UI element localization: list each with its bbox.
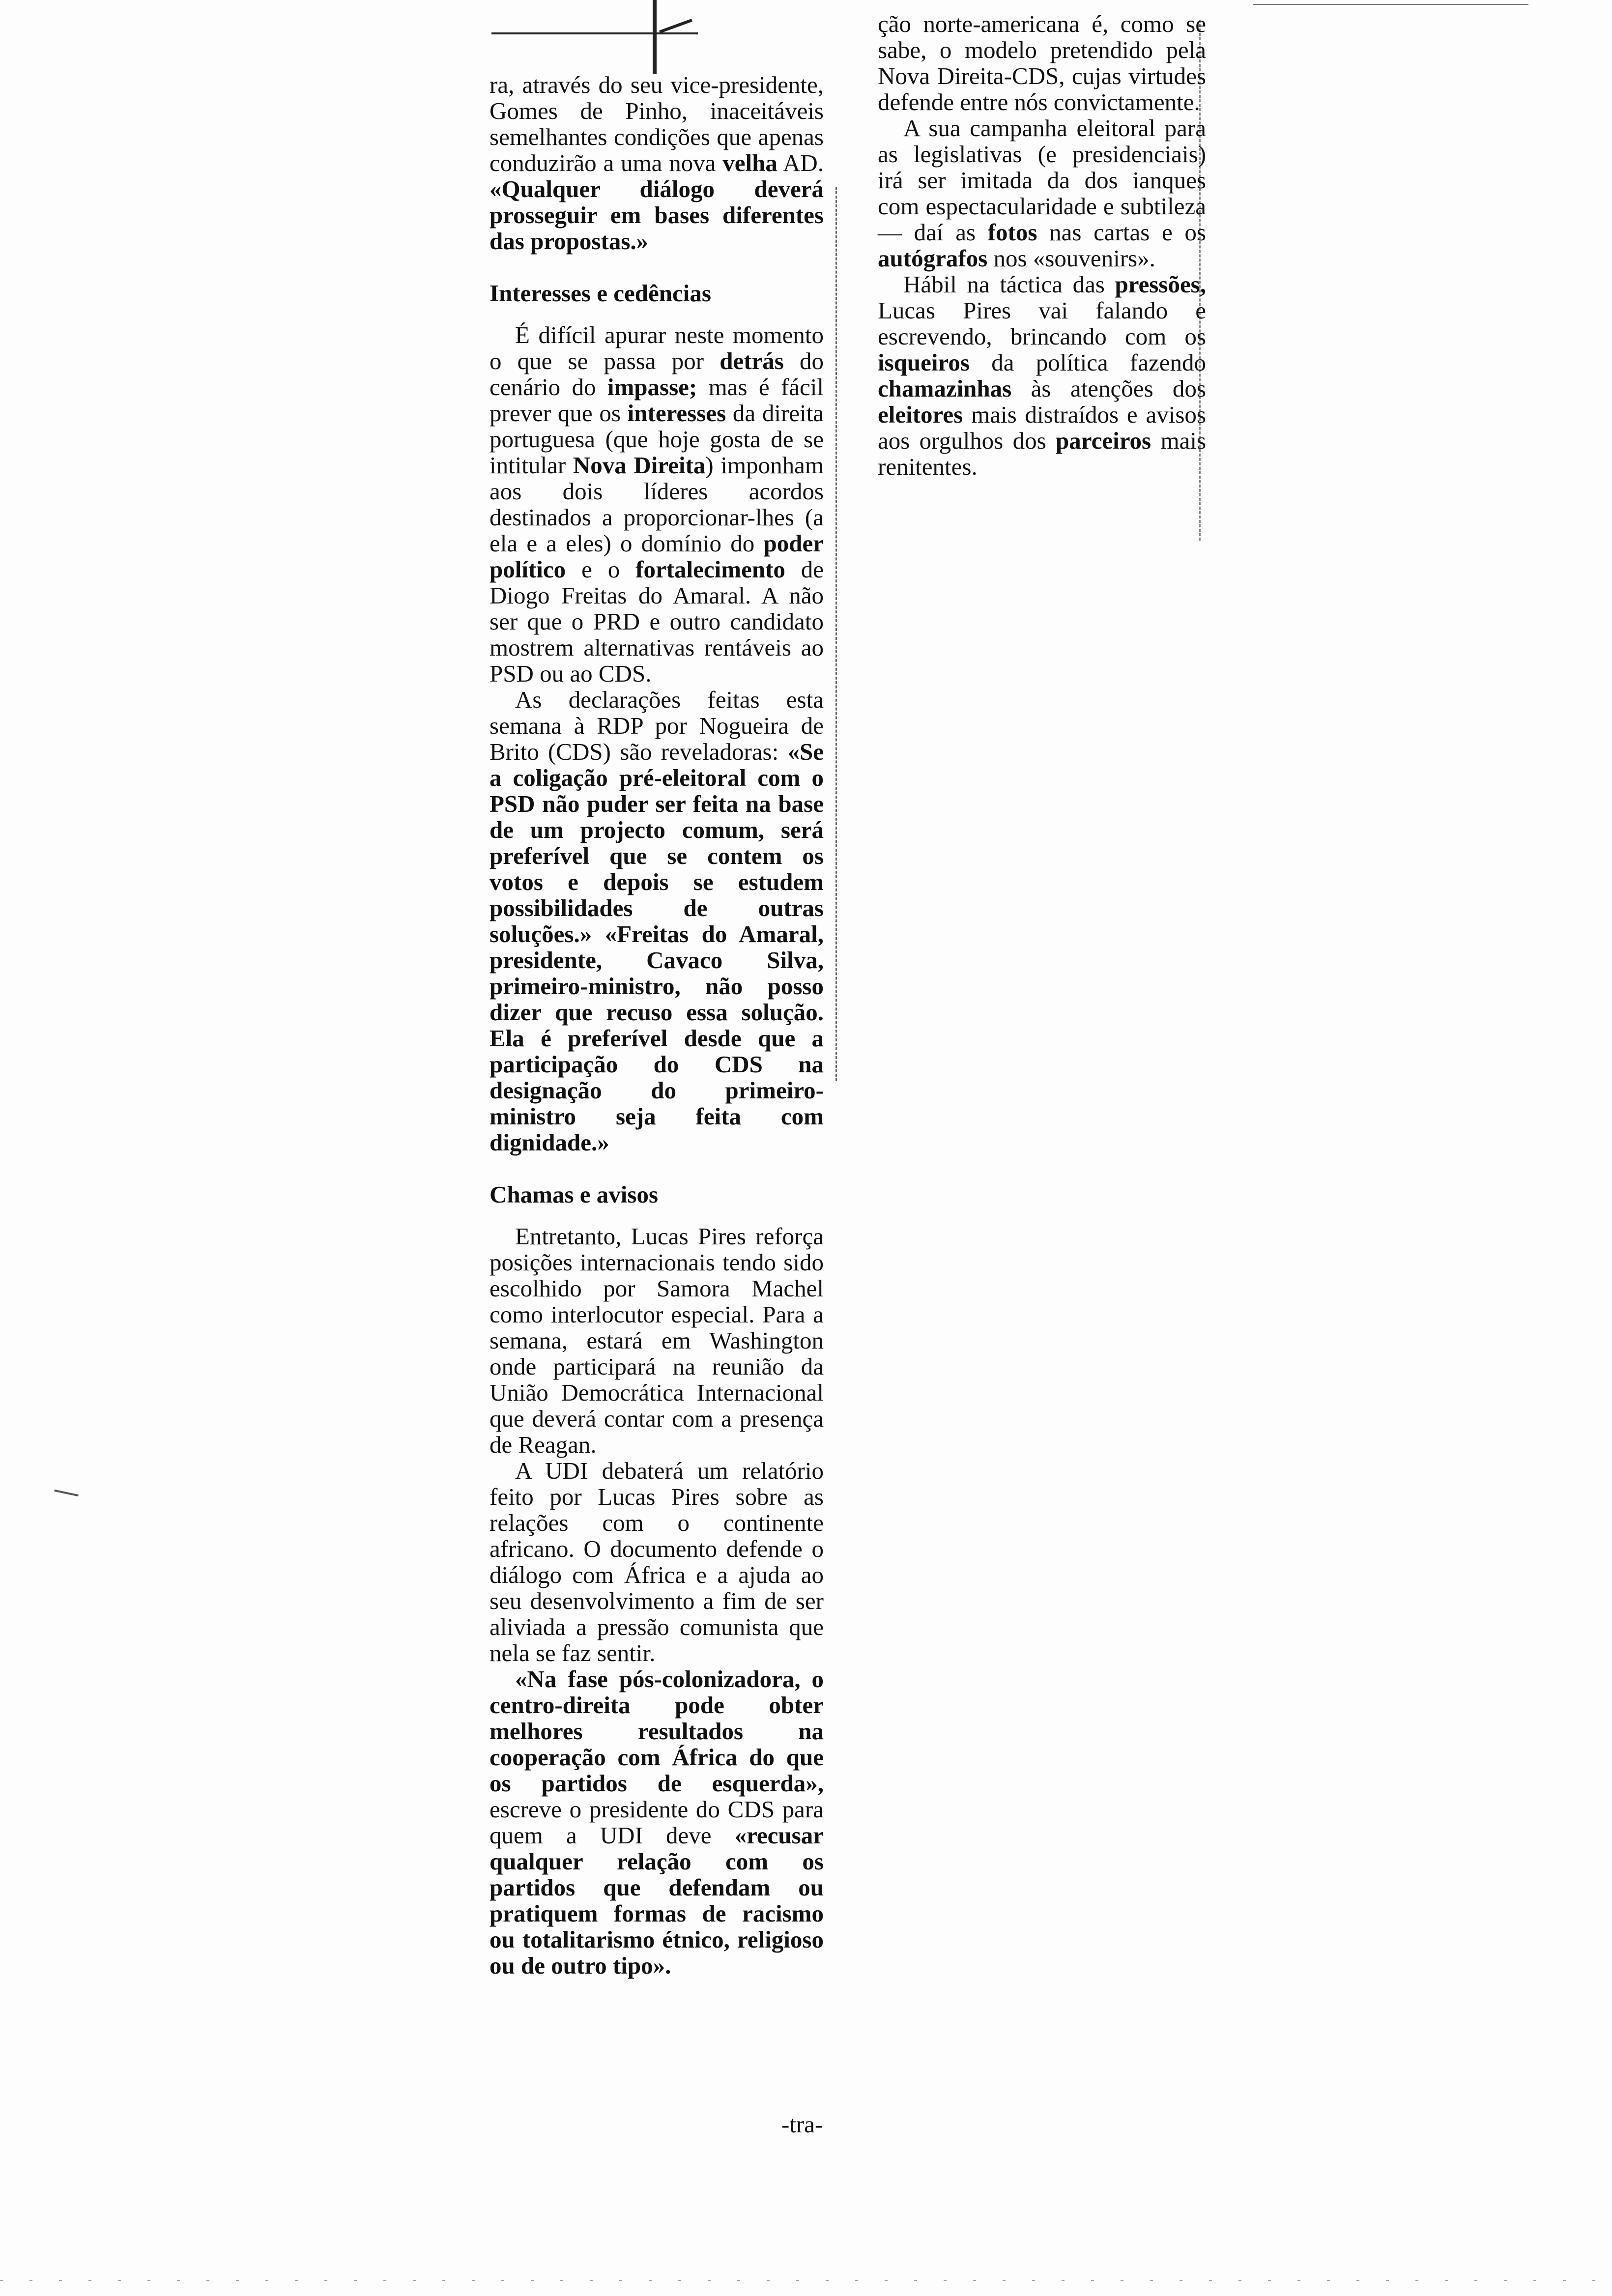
text: É difícil apurar neste momento o que se passa por: [489, 321, 824, 374]
bold-text: chamazinhas: [878, 375, 1012, 402]
paragraph-modelo: ção norte-americana é, como se sabe, o modelo pretendido pela Nova Direita-CDS, cujas virtudes defende entre nós convictamente.: [878, 10, 1206, 115]
paragraph-interesses: [489, 322, 824, 687]
bold-text: detrás: [720, 347, 784, 374]
paragraph-udi: A UDI debaterá um relatório feito por Lucas Pires sobre as relações com o continente africano. O documento defende o diálogo com África e a ajuda ao seu desenvolvimento a fim de ser aliviada a pressão comunista que nela se faz sentir.: [489, 1457, 824, 1666]
bold-text: autógrafos: [878, 245, 988, 272]
bold-text: Nova Direita: [573, 452, 706, 479]
handwritten-mark: [653, 0, 657, 74]
paragraph-entretanto: Entretanto, Lucas Pires reforça posições internacionais tendo sido escolhido por Samora Machel como interlocutor especial. Para a semana, estará em Washington onde participará na reunião da União Democrática Internacional que deverá contar com a presença de Reagan.: [489, 1223, 824, 1458]
bold-text: parceiros: [1055, 427, 1151, 454]
bold-text: eleitores: [878, 401, 963, 428]
paragraph-habil: [878, 271, 1206, 480]
section-heading-chamas: Chamas e avisos: [489, 1181, 659, 1208]
intro-text: ra, através do seu vice-presidente, Gomes de Pinho, inaceitáveis semelhantes condições que apenas conduzirão a uma nova: [489, 71, 824, 176]
text: mas é fácil prever que os: [489, 373, 824, 427]
paragraph-citation: [489, 1666, 824, 1979]
continued-marker: -tra-: [781, 2111, 823, 2138]
text: As declarações feitas esta semana à RDP por Nogueira de Brito (CDS) são reveladoras:: [489, 686, 824, 765]
quote-bold: «Se a coligação pré-eleitoral com o PSD não puder ser feita na base de um projecto comum, será preferível que se contem os votos e depois se estudem possibilidades de outras soluções.» «Freitas do Amaral, presidente, Cavaco Silva, primeiro-ministro, não posso dizer que recuso essa solução. Ela é preferível desde que a participação do CDS na designação do primeiro-ministro seja feita com dignidade.»: [489, 738, 824, 1156]
text: da política fazendo: [991, 349, 1206, 376]
bold-text: pressões,: [1115, 271, 1207, 298]
text: ) imponham aos dois líderes acordos destinados a proporcionar-lhes (a ela e a eles) o domínio do: [489, 452, 824, 557]
scan-noise-bottom: [0, 2280, 1612, 2281]
bold-text: fortalecimento: [635, 556, 785, 583]
text: de Diogo Freitas do Amaral. A não ser que o PRD e outro candidato mostrem alternativas rentáveis ao PSD ou ao CDS.: [489, 556, 824, 687]
text: mais renitentes.: [878, 427, 1207, 480]
text: nos «souvenirs».: [993, 245, 1155, 272]
text: mais distraídos e avisos aos orgulhos dos: [878, 401, 1206, 454]
bold-text: interesses: [627, 400, 726, 427]
intro-paragraph: [489, 72, 824, 254]
intro-bold: velha: [722, 149, 777, 176]
top-right-rule: [1253, 4, 1528, 5]
top-left-rule: [491, 32, 698, 34]
bold-text: isqueiros: [878, 349, 970, 376]
text: Lucas Pires vai falando e escrevendo, brincando com os: [878, 297, 1206, 350]
intro-quote: «Qualquer diálogo deverá prosseguir em bases diferentes das propostas.»: [489, 175, 824, 255]
paragraph-campanha: [878, 115, 1206, 271]
paragraph-declaracoes: [489, 687, 824, 1155]
text: Hábil na táctica das: [903, 271, 1105, 298]
page-edge-mark: [54, 1490, 79, 1496]
text: escreve o presidente do CDS para quem a UDI deve: [489, 1796, 824, 1849]
bold-text: impasse;: [607, 373, 697, 401]
text: do cenário do: [489, 347, 824, 401]
text: da direita portuguesa (que hoje gosta de se intitular: [489, 400, 824, 479]
column-separator: [835, 187, 838, 1081]
text: nas cartas e os: [1049, 219, 1206, 246]
text: às atenções dos: [1031, 375, 1206, 402]
bold-text: poder político: [489, 530, 824, 583]
text: A sua campanha eleitoral para as legislativas (e presidenciais) irá ser imitada da dos ianques com espectacularidade e subtileza — daí as: [878, 115, 1206, 246]
left-column: [489, 72, 824, 1979]
handwritten-mark-cross: [659, 19, 692, 33]
quote-bold: «recusar qualquer relação com os partidos que defendam ou pratiquem formas de racismo ou totalitarismo étnico, religioso ou de outro tipo».: [489, 1822, 824, 1979]
quote-bold: «Na fase pós-colonizadora, o centro-direita pode obter melhores resultados na cooperação com África do que os partidos de esquerda»,: [489, 1665, 824, 1797]
section-heading-interesses: Interesses e cedências: [489, 280, 711, 307]
text: e o: [581, 556, 620, 583]
intro-text-cont: AD.: [782, 149, 824, 176]
right-column: [878, 11, 1206, 480]
bold-text: fotos: [987, 219, 1037, 246]
